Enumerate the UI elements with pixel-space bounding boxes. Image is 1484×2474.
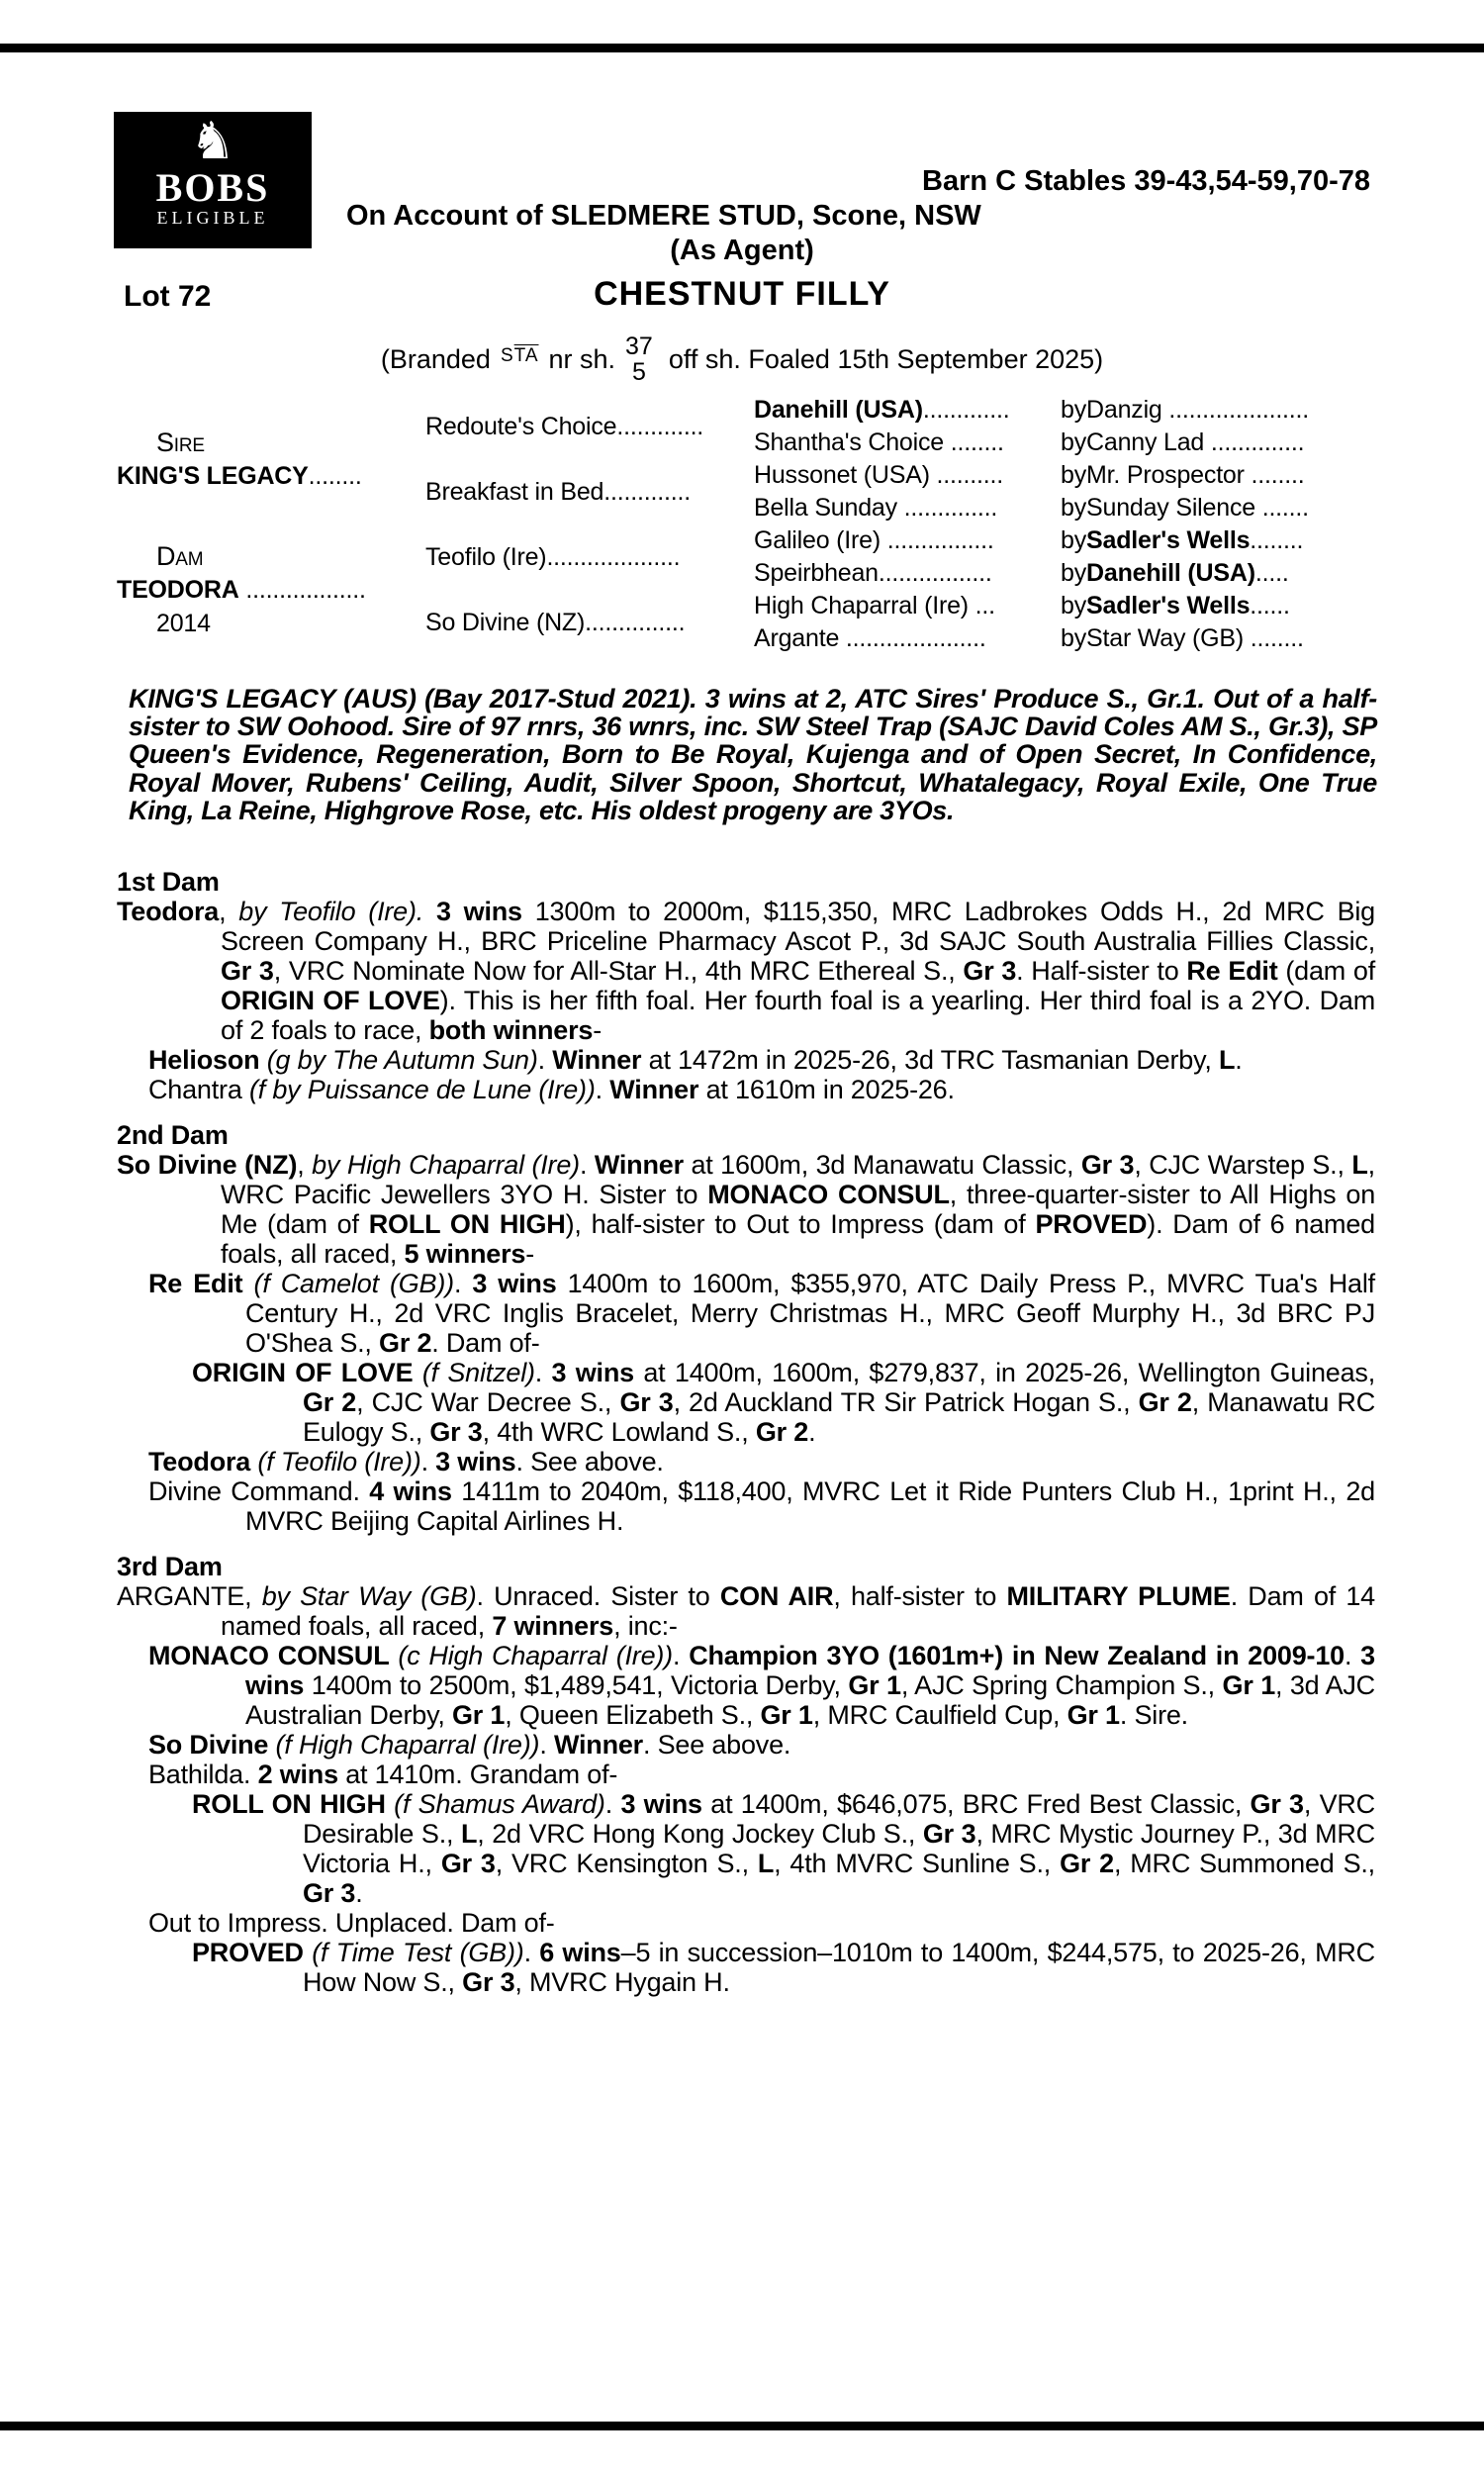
text-segment: ORIGIN OF LOVE <box>192 1358 414 1387</box>
text-segment: Gr 1 <box>1222 1670 1276 1700</box>
text-segment: 3 wins <box>435 897 522 926</box>
leader-dots: Sunday Silence ....... <box>1086 494 1309 522</box>
ancestor-name: Danehill (USA) <box>1086 559 1255 587</box>
text-segment: ). Dam of 6 named foals, all raced, <box>221 1209 1375 1269</box>
pedigree-ancestor <box>724 459 1021 492</box>
ancestor-name: Breakfast in Bed <box>425 477 604 506</box>
text-segment: at 1600m, 3d Manawatu Classic, <box>683 1150 1081 1180</box>
text-segment: MILITARY PLUME <box>1006 1581 1231 1611</box>
text-segment: , three-quarter-sister to All Highs on Me (dam of <box>221 1180 1376 1239</box>
lot-number: Lot 72 <box>124 280 212 313</box>
text-segment: Gr 3 <box>619 1387 674 1417</box>
pedigree-paragraph <box>117 1075 1375 1104</box>
text-segment: , Manawatu RC Eulogy S., <box>303 1387 1375 1447</box>
text-segment: , 4th WRC Lowland S., <box>482 1417 756 1447</box>
leader-dots: Star Way (GB) ........ <box>1086 624 1304 652</box>
text-segment: ORIGIN OF LOVE <box>221 986 440 1015</box>
text-segment: . <box>355 1878 363 1908</box>
text-segment: Winner <box>594 1150 684 1180</box>
text-segment: (g by The Autumn Sun) <box>266 1045 538 1075</box>
dam-label: Dam <box>156 541 204 571</box>
text-segment: Gr 3 <box>963 956 1017 986</box>
text-segment: by High Chaparral (Ire) <box>312 1150 580 1180</box>
text-segment: Teodora <box>117 897 220 926</box>
text-segment: 1400m to 1600m, $355,970, ATC Daily Press P., MVRC Tua's Half Century H., 2d VRC Inglis Bracelet, Merry Christmas H., MRC Geoff Murphy H., 3d BRC PJ O'Shea S., <box>245 1269 1375 1358</box>
pedigree-ancestor <box>724 427 1021 459</box>
text-segment: 3 wins <box>551 1358 634 1387</box>
text-segment: . See above. <box>515 1447 664 1476</box>
text-segment: 3 wins <box>245 1641 1375 1700</box>
logo-text-bobs: BOBS <box>155 165 270 210</box>
text-segment: . <box>523 1938 540 1967</box>
pedigree-paragraph <box>117 1358 1375 1447</box>
text-segment: Re Edit <box>148 1269 243 1298</box>
text-segment: , <box>297 1150 313 1180</box>
dam-year: 2014 <box>156 610 211 637</box>
by-prefix: by <box>1061 559 1087 587</box>
text-segment: –5 in succession–1010m to 1400m, $244,575, to 2025-26, MRC How Now S., <box>303 1938 1375 1997</box>
leader-dots: ............. <box>922 396 1010 424</box>
text-segment: Champion 3YO (1601m+) in New Zealand in 2009-10 <box>689 1641 1345 1670</box>
text-segment: Gr 2 <box>303 1387 357 1417</box>
text-segment: Winner <box>552 1045 642 1075</box>
pedigree-paragraph <box>117 897 1375 1045</box>
text-segment: 1411m to 2040m, $118,400, MVRC Let it Ride Punters Club H., 1print H., 2d MVRC Beijing Capital Airlines H. <box>245 1476 1375 1536</box>
text-segment: L <box>1218 1045 1236 1075</box>
pedigree-paragraph <box>117 1476 1375 1536</box>
by-prefix: by <box>1061 494 1087 522</box>
brand-fraction-top: 37 <box>625 333 653 360</box>
ancestor-name: So Divine (NZ) <box>425 608 586 636</box>
as-agent-line: (As Agent) <box>670 235 814 266</box>
text-segment: Chantra <box>148 1075 249 1104</box>
brand-foaling-line <box>0 325 1484 394</box>
text-segment: Winner <box>553 1730 643 1760</box>
text-segment: Gr 1 <box>452 1700 506 1730</box>
brand-mark <box>501 345 539 367</box>
text-segment: , CJC War Decree S., <box>356 1387 620 1417</box>
text-segment: by Teofilo (Ire). <box>238 897 424 926</box>
text-segment: (c High Chaparral (Ire)) <box>398 1641 673 1670</box>
text-segment: . <box>1235 1045 1243 1075</box>
text-segment: , MRC Mystic Journey P., 3d MRC Victoria H., <box>303 1819 1375 1878</box>
pedigree-paragraph <box>117 1789 1375 1908</box>
dam-section-heading: 1st Dam <box>117 867 220 897</box>
dam-section-heading: 3rd Dam <box>117 1552 223 1581</box>
text-segment: . <box>420 1447 436 1476</box>
text-segment <box>304 1938 312 1967</box>
pedigree-sire-of <box>1021 459 1375 492</box>
horse-head-icon: ♞ <box>189 112 236 171</box>
dam-section-heading: 2nd Dam <box>117 1120 229 1150</box>
leader-dots: Shantha's Choice ........ <box>754 428 1004 456</box>
bobs-eligible-logo <box>114 112 312 248</box>
text-segment: Gr 1 <box>1067 1700 1120 1730</box>
text-segment: . <box>595 1075 610 1104</box>
text-segment: (f by Puissance de Lune (Ire)) <box>248 1075 596 1104</box>
text-segment: Teodora <box>148 1447 251 1476</box>
pedigree-sire-block <box>117 394 406 524</box>
ancestor-name: Danehill (USA) <box>754 396 923 424</box>
brand-prefix: (Branded <box>380 343 491 374</box>
text-segment: Helioson <box>148 1045 260 1075</box>
leader-dots: ..... <box>1254 559 1289 587</box>
pedigree-sire-of <box>1021 427 1375 459</box>
text-segment: Gr 3 <box>1080 1150 1135 1180</box>
text-segment: L <box>460 1819 478 1849</box>
text-segment: 7 winners <box>492 1611 614 1641</box>
brand-mark-ta: $\overline{TA}$ <box>513 345 539 366</box>
text-segment <box>242 1269 253 1298</box>
text-segment: . <box>539 1730 554 1760</box>
ancestor-name: Redoute's Choice <box>425 412 617 440</box>
logo-text-eligible: ELIGIBLE <box>156 208 269 228</box>
leader-dots: ...... <box>1250 592 1290 619</box>
pedigree-paragraph <box>117 1908 1375 1938</box>
text-segment: Gr 1 <box>760 1700 813 1730</box>
text-segment: Re Edit <box>1186 956 1278 986</box>
text-segment: 1300m to 2000m, $115,350, MRC Ladbrokes Odds H., 2d MRC Big Screen Company H., BRC Priceline Pharmacy Ascot P., 3d SAJC South Australia Fillies Classic, <box>221 897 1375 956</box>
text-segment: . <box>1344 1641 1361 1670</box>
by-prefix: by <box>1061 526 1087 554</box>
pedigree-sire-of <box>1021 524 1375 557</box>
leader-dots: Galileo (Ire) ................ <box>754 526 994 554</box>
leader-dots: ............... <box>585 608 686 636</box>
text-segment: Gr 2 <box>755 1417 809 1447</box>
by-prefix: by <box>1061 396 1087 424</box>
pedigree-sire-of <box>1021 590 1375 622</box>
leader-dots: Mr. Prospector ........ <box>1086 461 1305 489</box>
brand-fraction-bottom: 5 <box>631 358 646 386</box>
pedigree-granddam <box>406 459 724 524</box>
text-segment: Gr 3 <box>922 1819 976 1849</box>
text-segment: . See above. <box>643 1730 791 1760</box>
by-prefix: by <box>1061 592 1087 619</box>
text-segment: MONACO CONSUL <box>707 1180 950 1209</box>
text-segment: 4 wins <box>369 1476 452 1506</box>
pedigree-grandsire-dam-side <box>406 524 724 590</box>
leader-dots: High Chaparral (Ire) ... <box>754 592 995 619</box>
text-segment: . <box>579 1150 595 1180</box>
text-segment: , 2d VRC Hong Kong Jockey Club S., <box>477 1819 923 1849</box>
pedigree-paragraph <box>117 1641 1375 1730</box>
text-segment: both winners <box>428 1015 594 1045</box>
text-segment: - <box>593 1015 603 1045</box>
text-segment: (f High Chaparral (Ire)) <box>275 1730 540 1760</box>
text-segment: ROLL ON HIGH <box>368 1209 566 1239</box>
text-segment: Gr 2 <box>379 1328 432 1358</box>
text-segment: PROVED <box>1035 1209 1148 1239</box>
text-segment: , CJC Warstep S., <box>1134 1150 1352 1180</box>
text-segment: Gr 2 <box>1060 1849 1114 1878</box>
text-segment: Out to Impress. Unplaced. Dam of- <box>148 1908 555 1938</box>
text-segment: , half-sister to <box>833 1581 1007 1611</box>
text-segment: CON AIR <box>719 1581 834 1611</box>
text-segment: . Sire. <box>1119 1700 1188 1730</box>
pedigree-ancestor <box>724 557 1021 590</box>
text-segment: (f Camelot (GB)) <box>253 1269 454 1298</box>
sire-race-record-blurb <box>129 685 1377 824</box>
brand-near-shoulder: nr sh. <box>548 343 616 374</box>
dam-name: TEODORA <box>117 576 239 604</box>
pedigree-sire-of <box>1021 622 1375 655</box>
text-segment: Gr 3 <box>440 1849 496 1878</box>
by-prefix: by <box>1061 428 1087 456</box>
pedigree-sire-of <box>1021 492 1375 524</box>
text-segment: (dam of <box>1277 956 1376 986</box>
text-segment: 3 wins <box>620 1789 702 1819</box>
text-segment <box>268 1730 275 1760</box>
pedigree-ancestor <box>724 492 1021 524</box>
text-segment: ARGANTE, <box>117 1581 262 1611</box>
leader-dots: Bella Sunday .............. <box>754 494 998 522</box>
text-segment: by Star Way (GB) <box>261 1581 477 1611</box>
text-segment: . <box>453 1269 473 1298</box>
text-segment: ROLL ON HIGH <box>192 1789 386 1819</box>
sire-label: Sire <box>156 428 205 457</box>
text-segment: 6 wins <box>539 1938 621 1967</box>
text-segment: ), half-sister to Out to Impress (dam of <box>565 1209 1036 1239</box>
text-segment: , 3d AJC Australian Derby, <box>245 1670 1375 1730</box>
ancestor-name: Teofilo (Ire) <box>425 542 547 571</box>
text-segment: , MRC Summoned S., <box>1113 1849 1375 1878</box>
text-segment: 1400m to 2500m, $1,489,541, Victoria Derby, <box>304 1670 849 1700</box>
leader-dots: ........ <box>1250 526 1304 554</box>
text-segment: L <box>1351 1150 1368 1180</box>
lot-title: CHESTNUT FILLY <box>594 275 890 313</box>
text-segment: , WRC Pacific Jewellers 3YO H. Sister to <box>221 1150 1375 1209</box>
text-segment: - <box>525 1239 535 1269</box>
top-rule <box>0 44 1484 52</box>
text-segment: 3 wins <box>435 1447 516 1476</box>
pedigree-paragraph <box>117 1045 1375 1075</box>
by-prefix: by <box>1061 461 1087 489</box>
pedigree-table <box>117 394 1375 655</box>
brand-number-fraction <box>625 333 653 385</box>
leader-dots: Canny Lad .............. <box>1086 428 1305 456</box>
pedigree-paragraph <box>117 1269 1375 1358</box>
text-segment: PROVED <box>192 1938 304 1967</box>
text-segment: 5 winners <box>404 1239 526 1269</box>
text-segment: 3 wins <box>472 1269 557 1298</box>
dam-name-line <box>117 573 406 607</box>
pedigree-paragraph <box>117 1760 1375 1789</box>
text-segment: . <box>808 1417 816 1447</box>
text-segment: , AJC Spring Champion S., <box>900 1670 1223 1700</box>
text-segment: MONACO CONSUL <box>148 1641 390 1670</box>
pedigree-sire-of <box>1021 394 1375 427</box>
pedigree-dam-block <box>117 524 406 655</box>
text-segment: . Dam of- <box>431 1328 540 1358</box>
sire-leader-dots: ........ <box>308 462 362 490</box>
leader-dots: Argante ..................... <box>754 624 986 652</box>
text-segment: . Dam of 14 named foals, all raced, <box>221 1581 1375 1641</box>
leader-dots: ............. <box>616 412 704 440</box>
text-segment: Gr 3 <box>429 1417 483 1447</box>
text-segment: , 4th MVRC Sunline S., <box>774 1849 1061 1878</box>
vendor-account-line: On Account of SLEDMERE STUD, Scone, NSW <box>346 200 981 232</box>
text-segment: So Divine (NZ) <box>117 1150 298 1180</box>
text-segment: . <box>604 1789 621 1819</box>
text-segment: KING'S LEGACY (AUS) (Bay 2017-Stud 2021). 3 wins at 2, ATC Sires' Produce S., Gr.1. Out of a half-sister to SW Oohood. Sire of 97 rnrs, 36 wnrs, inc. SW Steel Trap (SAJC David Coles AM S., Gr.3), SP Queen's Evidence, Regeneration, Born to Be Royal, Kujenga and of Open Secret, In Confidence, Royal Mover, Rubens' Ceiling, Audit, Silver Spoon, Shortcut, Whatalegacy, Royal Exile, One True King, La Reine, Highgrove Rose, etc. His oldest progeny are 3YOs. <box>129 684 1377 825</box>
pedigree-paragraph <box>117 1938 1375 1997</box>
text-segment: Bathilda. <box>148 1760 258 1789</box>
by-prefix: by <box>1061 624 1087 652</box>
text-segment: , 2d Auckland TR Sir Patrick Hogan S., <box>673 1387 1139 1417</box>
text-segment: Divine Command. <box>148 1476 370 1506</box>
text-segment: Gr 3 <box>303 1878 356 1908</box>
text-segment: Winner <box>609 1075 699 1104</box>
text-segment: at 1400m, $646,075, BRC Fred Best Classic, <box>701 1789 1251 1819</box>
leader-dots: ............. <box>603 477 691 506</box>
text-segment <box>423 897 436 926</box>
text-segment: at 1410m. Grandam of- <box>337 1760 618 1789</box>
text-segment: (f Shamus Award) <box>394 1789 605 1819</box>
text-segment: . <box>537 1045 553 1075</box>
text-segment: Gr 3 <box>221 956 274 986</box>
text-segment: , VRC Kensington S., <box>495 1849 758 1878</box>
text-segment: . Half-sister to <box>1016 956 1187 986</box>
pedigree-ancestor <box>724 622 1021 655</box>
text-segment: (f Time Test (GB)) <box>312 1938 524 1967</box>
text-segment: Gr 3 <box>1250 1789 1304 1819</box>
text-segment: , MRC Caulfield Cup, <box>812 1700 1067 1730</box>
bottom-rule <box>0 2422 1484 2430</box>
text-segment <box>413 1358 421 1387</box>
leader-dots: Speirbhean................. <box>754 559 992 587</box>
dam-sections <box>117 867 1375 1997</box>
text-segment: . Unraced. Sister to <box>476 1581 720 1611</box>
text-segment: Gr 2 <box>1138 1387 1192 1417</box>
leader-dots: .................... <box>546 542 681 571</box>
sire-name: KING'S LEGACY <box>117 462 309 490</box>
dam-leader-dots: .................. <box>238 576 366 604</box>
text-segment: , VRC Nominate Now for All-Star H., 4th MRC Ethereal S., <box>273 956 964 986</box>
text-segment: . <box>534 1358 552 1387</box>
text-segment: L <box>757 1849 775 1878</box>
pedigree-ancestor <box>724 394 1021 427</box>
ancestor-name: Sadler's Wells <box>1086 592 1251 619</box>
pedigree-grandsire <box>406 394 724 459</box>
pedigree-paragraph <box>117 1150 1375 1269</box>
sire-name-line <box>117 459 406 493</box>
ancestor-name: Sadler's Wells <box>1086 526 1251 554</box>
barn-stables-line: Barn C Stables 39-43,54-59,70-78 <box>922 165 1370 197</box>
text-segment: Gr 3 <box>462 1967 515 1997</box>
text-segment <box>259 1045 266 1075</box>
text-segment: at 1400m, 1600m, $279,837, in 2025-26, Wellington Guineas, <box>633 1358 1376 1387</box>
text-segment: at 1610m in 2025-26. <box>698 1075 955 1104</box>
text-segment: , inc:- <box>613 1611 678 1641</box>
leader-dots: Hussonet (USA) .......... <box>754 461 1004 489</box>
text-segment: at 1472m in 2025-26, 3d TRC Tasmanian Derby, <box>641 1045 1219 1075</box>
pedigree-paragraph <box>117 1447 1375 1476</box>
leader-dots: Danzig ..................... <box>1086 396 1310 424</box>
pedigree-granddam-dam-side <box>406 590 724 655</box>
brand-suffix: off sh. Foaled 15th September 2025) <box>668 343 1104 374</box>
pedigree-ancestor <box>724 524 1021 557</box>
text-segment: , <box>219 897 239 926</box>
pedigree-sire-of <box>1021 557 1375 590</box>
text-segment: , Queen Elizabeth S., <box>505 1700 761 1730</box>
pedigree-paragraph <box>117 1581 1375 1641</box>
text-segment: ). This is her fifth foal. Her fourth foal is a yearling. Her third foal is a 2YO. Dam of 2 foals to race, <box>221 986 1375 1045</box>
pedigree-paragraph <box>117 1730 1375 1760</box>
text-segment: So Divine <box>148 1730 269 1760</box>
text-segment: . <box>672 1641 690 1670</box>
brand-mark-s: S <box>500 345 514 366</box>
text-segment: 2 wins <box>257 1760 338 1789</box>
text-segment <box>386 1789 394 1819</box>
text-segment: (f Teofilo (Ire)) <box>257 1447 421 1476</box>
text-segment: (f Snitzel) <box>421 1358 535 1387</box>
text-segment: Gr 1 <box>848 1670 901 1700</box>
text-segment: , VRC Desirable S., <box>303 1789 1375 1849</box>
text-segment: , MVRC Hygain H. <box>514 1967 730 1997</box>
pedigree-ancestor <box>724 590 1021 622</box>
